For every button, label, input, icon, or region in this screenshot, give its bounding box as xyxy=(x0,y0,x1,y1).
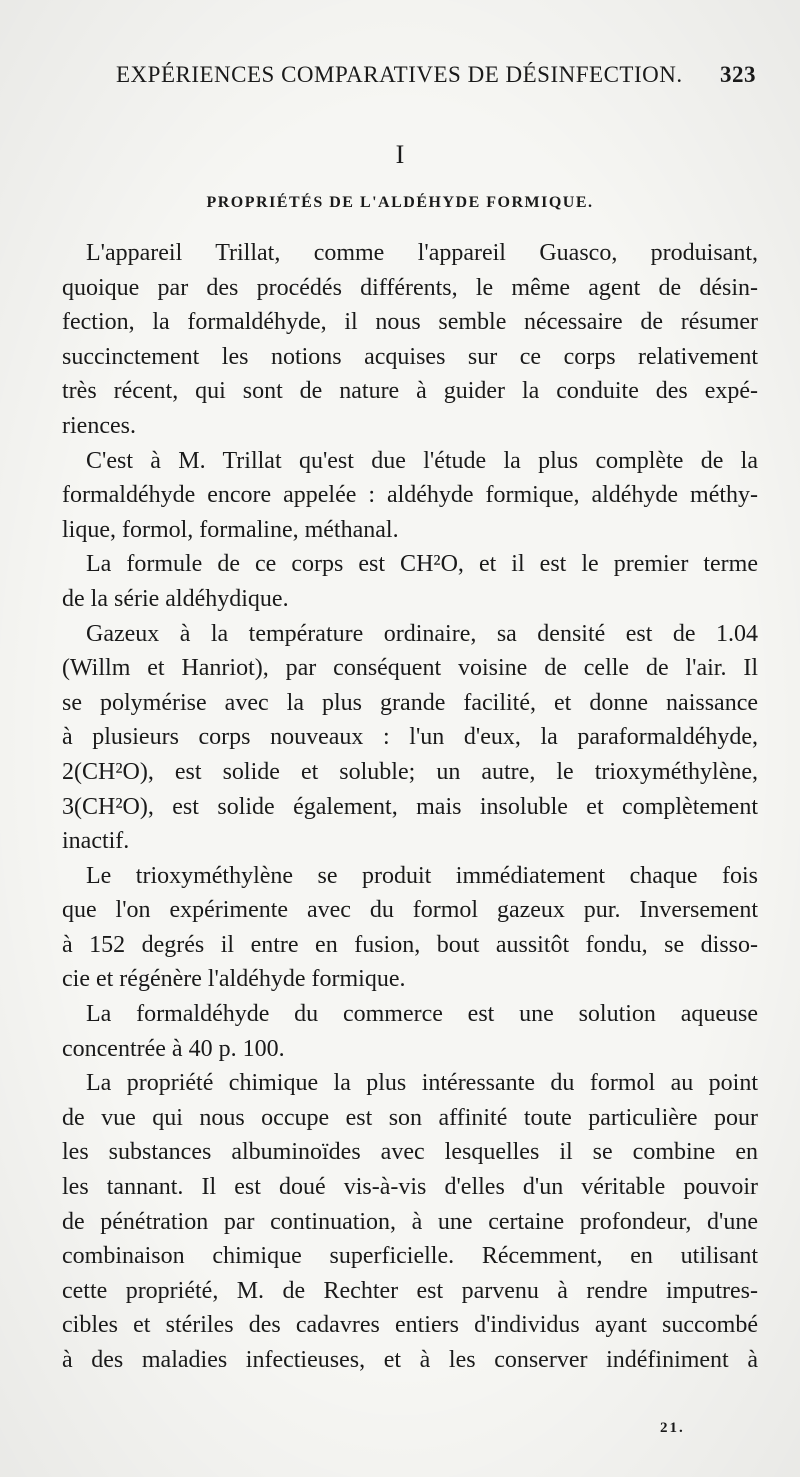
text-line: combinaison chimique superficielle. Récemment, en utilisant xyxy=(62,1243,758,1270)
section-number: I xyxy=(395,140,405,169)
text-line: de la série aldéhydique. xyxy=(62,585,289,612)
text-line: de vue qui nous occupe est son affinité toute particulière pour xyxy=(62,1104,758,1131)
text-line: de pénétration par continuation, à une certaine profondeur, d'une xyxy=(62,1208,758,1235)
text-line: quoique par des procédés différents, le même agent de désin- xyxy=(62,274,758,301)
text-line: les substances albuminoïdes avec lesquelles il se combine en xyxy=(62,1139,758,1166)
text-line: cie et régénère l'aldéhyde formique. xyxy=(62,966,406,993)
running-title: EXPÉRIENCES COMPARATIVES DE DÉSINFECTION. xyxy=(116,62,683,87)
text-line: La formule de ce corps est CH²O, et il est le premier terme xyxy=(86,551,758,578)
text-line: riences. xyxy=(62,412,136,439)
text-line: La propriété chimique la plus intéressante du formol au point xyxy=(86,1070,758,1097)
text-line: fection, la formaldéhyde, il nous semble nécessaire de résumer xyxy=(62,309,758,336)
signature-mark: 21. xyxy=(660,1420,685,1436)
text-line: formaldéhyde encore appelée : aldéhyde formique, aldéhyde méthy- xyxy=(62,482,758,509)
text-line: C'est à M. Trillat qu'est due l'étude la plus complète de la xyxy=(86,447,758,474)
body-text xyxy=(62,236,758,1378)
text-line: Le trioxyméthylène se produit immédiatement chaque fois xyxy=(86,862,758,889)
text-line: les tannant. Il est doué vis-à-vis d'elles d'un véritable pouvoir xyxy=(62,1174,758,1201)
text-line: L'appareil Trillat, comme l'appareil Guasco, produisant, xyxy=(86,240,758,266)
section-title: PROPRIÉTÉS DE L'ALDÉHYDE FORMIQUE. xyxy=(206,194,594,211)
text-line: à plusieurs corps nouveaux : l'un d'eux, la paraformaldéhyde, xyxy=(62,724,758,751)
page-number: 323 xyxy=(720,62,756,87)
text-line: lique, formol, formaline, méthanal. xyxy=(62,516,399,543)
text-line: que l'on expérimente avec du formol gazeux pur. Inversement xyxy=(62,897,758,924)
text-line: très récent, qui sont de nature à guider la conduite des expé- xyxy=(62,378,758,405)
text-line: La formaldéhyde du commerce est une solution aqueuse xyxy=(86,1001,758,1028)
text-line: se polymérise avec la plus grande facilité, et donne naissance xyxy=(62,689,758,716)
text-line: à des maladies infectieuses, et à les conserver indéfiniment à xyxy=(62,1347,758,1373)
text-line: (Willm et Hanriot), par conséquent voisine de celle de l'air. Il xyxy=(62,655,758,682)
running-head xyxy=(116,62,756,92)
text-line: concentrée à 40 p. 100. xyxy=(62,1035,285,1062)
text-line: Gazeux à la température ordinaire, sa densité est de 1.04 xyxy=(86,620,758,647)
text-line: à 152 degrés il entre en fusion, bout aussitôt fondu, se disso- xyxy=(62,931,758,958)
text-line: cibles et stériles des cadavres entiers d'individus ayant succombé xyxy=(62,1312,758,1339)
text-line: 3(CH²O), est solide également, mais insoluble et complètement xyxy=(62,793,758,820)
text-line: succinctement les notions acquises sur ce corps relativement xyxy=(62,343,758,370)
text-line: cette propriété, M. de Rechter est parvenu à rendre imputres- xyxy=(62,1277,758,1304)
text-line: 2(CH²O), est solide et soluble; un autre, le trioxyméthylène, xyxy=(62,758,758,785)
text-line: inactif. xyxy=(62,828,130,855)
